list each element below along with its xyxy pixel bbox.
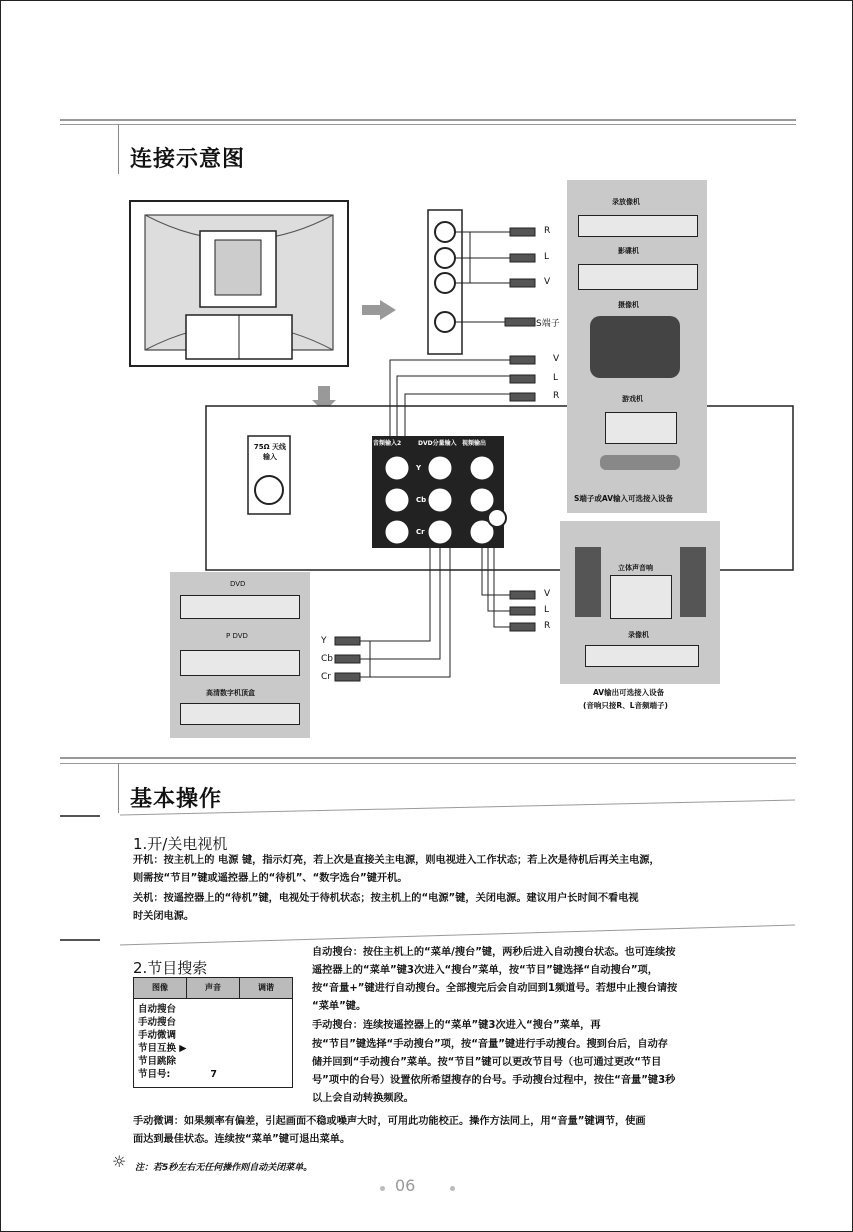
search-heading: 2.节目搜索 (133, 959, 208, 977)
label-r-low: R (544, 621, 551, 631)
source-item-vcr: 录放像机 (612, 198, 640, 206)
speaker-right-icon (680, 547, 706, 617)
menu-item-auto-search[interactable]: 自动搜台 (138, 1004, 177, 1015)
jack-header-dvd: DVD分量输入 (418, 440, 457, 447)
set-top-box-icon (180, 703, 300, 725)
dvd-item-pdvd: P DVD (226, 632, 248, 640)
jack-header-audio: 音频输入2 (373, 440, 402, 447)
jack-letter-y: Y (416, 464, 422, 472)
recorder-icon (585, 645, 699, 667)
dvd-item-stb: 高清数字机顶盒 (206, 689, 255, 697)
section2-divider (0, 790, 853, 850)
page-dot-right (450, 1186, 455, 1191)
label-cr: Cr (321, 672, 331, 682)
source-panel-caption: S端子或AV输入可选接入设备 (574, 494, 674, 503)
section-title-connection: 连接示意图 (130, 147, 246, 172)
power-line1: 开机：按主机上的 电源 键，指示灯亮，若上次是直接关主电源，则电视进入工作状态；若上次是待机后再关主电源， (133, 855, 660, 866)
jack-letter-cb: Cb (416, 496, 427, 504)
output-item-stereo: 立体声音响 (618, 564, 653, 572)
menu-item-program-number[interactable]: 节目号: (138, 1069, 171, 1080)
menu-item-fine-tune[interactable]: 手动微调 (138, 1030, 177, 1041)
menu-item-skip[interactable]: 节目跳除 (138, 1056, 177, 1067)
manual-line5: 以上会自动转换频段。 (312, 1093, 414, 1104)
page-dot-left (380, 1186, 385, 1191)
vcr-icon (578, 215, 698, 237)
manual-line4: 号”项中的台号）设置依所希望搜存的台号。手动搜台过程中，按住“音量”键3秒 (312, 1075, 676, 1086)
auto-line2: 遥控器上的“菜单”键3次进入“搜台”菜单，按“节目”键选择“自动搜台”项， (312, 965, 658, 976)
output-caption-1: AV输出可选接入设备 (593, 688, 665, 697)
mid-rule (60, 757, 796, 759)
label-l-mid: L (553, 373, 559, 383)
label-v-mid: V (553, 354, 560, 364)
sun-icon: ☼ (112, 1152, 127, 1171)
game-pad-icon (600, 455, 680, 470)
manual-line3: 储并回到“手动搜台”菜单。按“节目”键可以更改节目号（也可通过更改“节目 (312, 1057, 662, 1068)
label-y: Y (321, 636, 327, 646)
speaker-left-icon (575, 547, 601, 617)
note-text: 注：若5秒左右无任何操作则自动关闭菜单。 (135, 1163, 313, 1173)
pdvd-player-icon (180, 650, 300, 676)
program-number-value: 7 (210, 1069, 217, 1080)
game-console-icon (605, 412, 677, 444)
menu-item-manual-search[interactable]: 手动搜台 (138, 1017, 177, 1028)
label-v-top: V (544, 277, 551, 287)
auto-line3: 按“音量+”键进行自动搜台。全部搜完后会自动回到1频道号。若想中止搜台请按 (312, 983, 678, 994)
label-l-top: L (544, 252, 550, 262)
jack-letter-cr: Cr (416, 528, 425, 536)
label-cb: Cb (321, 654, 333, 664)
player-icon (578, 264, 698, 290)
tuning-menu (133, 977, 293, 1088)
label-l-low: L (544, 605, 550, 615)
mid-rule-thin (60, 763, 796, 764)
source-item-camera: 摄像机 (618, 301, 639, 309)
manual-line2: 按“节目”键选择“手动搜台”项，按“音量”键进行手动搜台。搜到台后，自动存 (312, 1039, 668, 1050)
jack-header-video: 视频输出 (462, 440, 487, 447)
source-item-player: 影碟机 (618, 247, 639, 255)
auto-line4: “菜单”键。 (312, 1001, 367, 1012)
fine-line1: 手动微调：如果频率有偏差，引起画面不稳或噪声大时，可用此功能校正。操作方法同上，用“音量”键调节，使画 (133, 1116, 646, 1127)
output-item-vcr: 录像机 (628, 631, 649, 639)
dvd-item-dvd: DVD (230, 580, 246, 588)
menu-item-swap[interactable]: 节目互换 ▶ (138, 1043, 187, 1054)
label-r-mid: R (553, 391, 560, 401)
stereo-icon (610, 575, 672, 619)
power-line3: 关机：按遥控器上的“待机”键，电视处于待机状态；按主机上的“电源”键，关闭电源。建议用户长时间不看电视 (133, 893, 639, 904)
page-number: 06 (395, 1176, 416, 1195)
power-heading: 1.开/关电视机 (133, 835, 228, 853)
menu-tab-picture[interactable]: 图像 (134, 978, 187, 998)
antenna-label: 75Ω 天线输入 (253, 443, 287, 461)
output-caption-2: (音响只接R、L音频端子) (583, 701, 668, 710)
label-v-low: V (544, 589, 551, 599)
camcorder-icon (590, 316, 680, 378)
label-s-terminal: S端子 (536, 319, 560, 329)
source-item-game: 游戏机 (622, 395, 643, 403)
section-title-basic: 基本操作 (130, 787, 223, 812)
menu-tab-tuning[interactable]: 调谐 (240, 978, 292, 998)
dvd-player-icon (180, 595, 300, 619)
power-line2: 则需按“节目”键或遥控器上的“待机”、“数字选台”键开机。 (133, 873, 408, 884)
label-r-top: R (544, 226, 551, 236)
power-line4: 时关闭电源。 (133, 911, 195, 922)
manual-line1: 手动搜台：连续按遥控器上的“菜单”键3次进入“搜台”菜单，再 (312, 1020, 601, 1031)
fine-line2: 面达到最佳状态。连续按“菜单”键可退出菜单。 (133, 1134, 351, 1145)
auto-line1: 自动搜台：按住主机上的“菜单/搜台”键，两秒后进入自动搜台状态。也可连续按 (312, 947, 676, 958)
menu-tab-sound[interactable]: 声音 (187, 978, 240, 998)
